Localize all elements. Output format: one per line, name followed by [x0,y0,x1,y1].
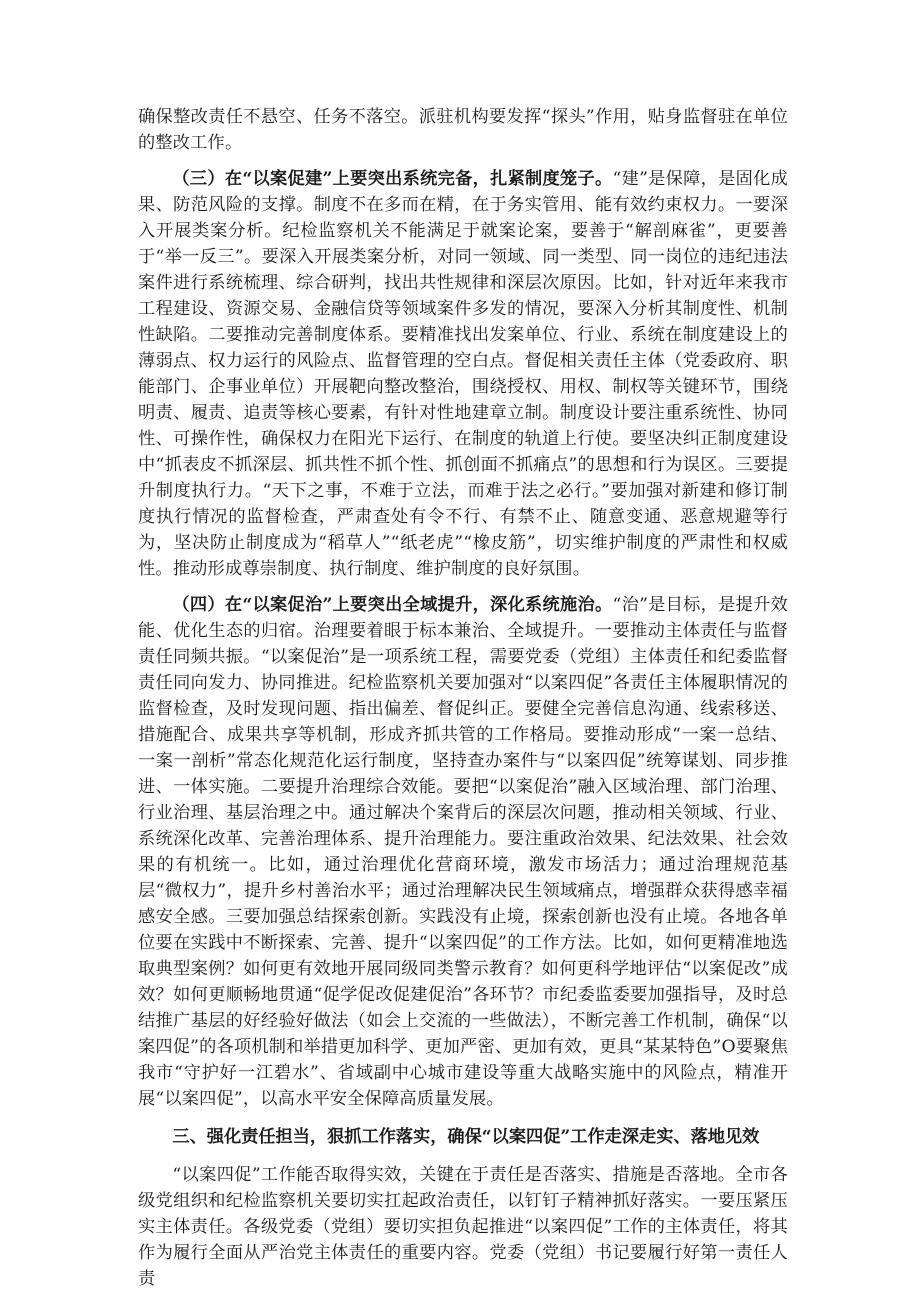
document-page [138,104,788,1292]
paragraph-text: “治”是目标，是提升效能、优化生态的归宿。治理要着眼于标本兼治、全域提升。一要推动主体责任与监督责任同频共振。“以案促治”是一项系统工程，需要党委（党组）主体责任和纪委监督责任同向发力、协同推进。纪检监察机关要加强对“以案四促”各责任主体履职情况的监督检查，及时发现问题、指出偏差、督促纠正。要健全完善信息沟通、线索移送、措施配合、成果共享等机制，形成齐抓共管的工作格局。要推动形成“一案一总结、一案一剖析”常态化规范化运行制度，坚持查办案件与“以案四促”统筹谋划、同步推进、一体实施。二要提升治理综合效能。要把“以案促治”融入区域治理、部门治理、行业治理、基层治理之中。通过解决个案背后的深层次问题，推动相关领域、行业、系统深化改革、完善治理体系、提升治理能力。要注重政治效果、纪法效果、社会效果的有机统一。比如，通过治理优化营商环境，激发市场活力；通过治理规范基层“微权力”，提升乡村善治水平；通过治理解决民生领域痛点，增强群众获得感幸福感安全感。三要加强总结探索创新。实践没有止境，探索创新也没有止境。各地各单位要在实践中不断探索、完善、提升“以案四促”的工作方法。比如，如何更精准地选取典型案例？如何更有效地开展同级同类警示教育？如何更科学地评估“以案促改”成效？如何更顺畅地贯通“促学促改促建促治”各环节？市纪委监委要加强指导，及时总结推广基层的好经验好做法（如会上交流的一些做法），不断完善工作机制，确保“以案四促”的各项机制和举措更加科学、更加严密、更加有效，更具“某某特色”O要聚焦我市“守护好一江碧水”、省域副中心城市建设等重大战略实施中的风险点，精准开展“以案四促”，以高水平安全保障高质量发展。 [138,595,788,1109]
paragraph-section-three [138,166,788,582]
paragraph-text: “以案四促”工作能否取得实效，关键在于责任是否落实、措施是否落地。全市各级党组织和纪检监察机关要切实扛起政治责任，以钉钉子精神抓好落实。一要压紧压实主体责任。各级党委（党组）要切实担负起推进“以案四促”工作的主体责任，将其作为履行全面从严治党主体责任的重要内容。党委（党组）书记要履行好第一责任人责 [138,1165,788,1289]
paragraph-text: “建”是保障，是固化成果、防范风险的支撑。制度不在多而在精，在于务实管用、能有效约束权力。一要深入开展类案分析。纪检监察机关不能满足于就案论案，要善于“解剖麻雀”，更要善于“举一反三”。要深入开展类案分析，对同一领域、同一类型、同一岗位的违纪违法案件进行系统梳理、综合研判，找出共性规律和深层次原因。比如，针对近年来我市工程建设、资源交易、金融信贷等领域案件多发的情况，要深入分析其制度性、机制性缺陷。二要推动完善制度体系。要精准找出发案单位、行业、系统在制度建设上的薄弱点、权力运行的风险点、监督管理的空白点。督促相关责任主体（党委政府、职能部门、企事业单位）开展靶向整改整治，围绕授权、用权、制权等关键环节，围绕明责、履责、追责等核心要素，有针对性地建章立制。制度设计要注重系统性、协同性、可操作性，确保权力在阳光下运行、在制度的轨道上行使。要坚决纠正制度建设中“抓表皮不抓深层、抓共性不抓个性、抓创面不抓痛点”的思想和行为误区。三要提升制度执行力。“天下之事，不难于立法，而难于法之必行。”要加强对新建和修订制度执行情况的监督检查，严肃查处有令不行、有禁不止、随意变通、恶意规避等行为，坚决防止制度成为“稻草人”“纸老虎”“橡皮筋”，切实维护制度的严肃性和权威性。推动形成尊崇制度、执行制度、维护制度的良好氛围。 [138,169,788,579]
subsection-heading-four: （四）在“以案促治”上要突出全域提升，深化系统施治。 [172,595,613,615]
paragraph-closing [138,1162,788,1292]
paragraph-section-four [138,592,788,1112]
subsection-heading-three: （三）在“以案促建”上要突出系统完备，扎紧制度笼子。 [172,169,613,189]
paragraph-text: 确保整改责任不悬空、任务不落空。派驻机构要发挥“探头”作用，贴身监督驻在单位的整改工作。 [138,107,788,153]
section-heading: 三、强化责任担当，狠抓工作落实，确保“以案四促”工作走深走实、落地见效 [172,1127,760,1147]
paragraph-continuation [138,104,788,156]
